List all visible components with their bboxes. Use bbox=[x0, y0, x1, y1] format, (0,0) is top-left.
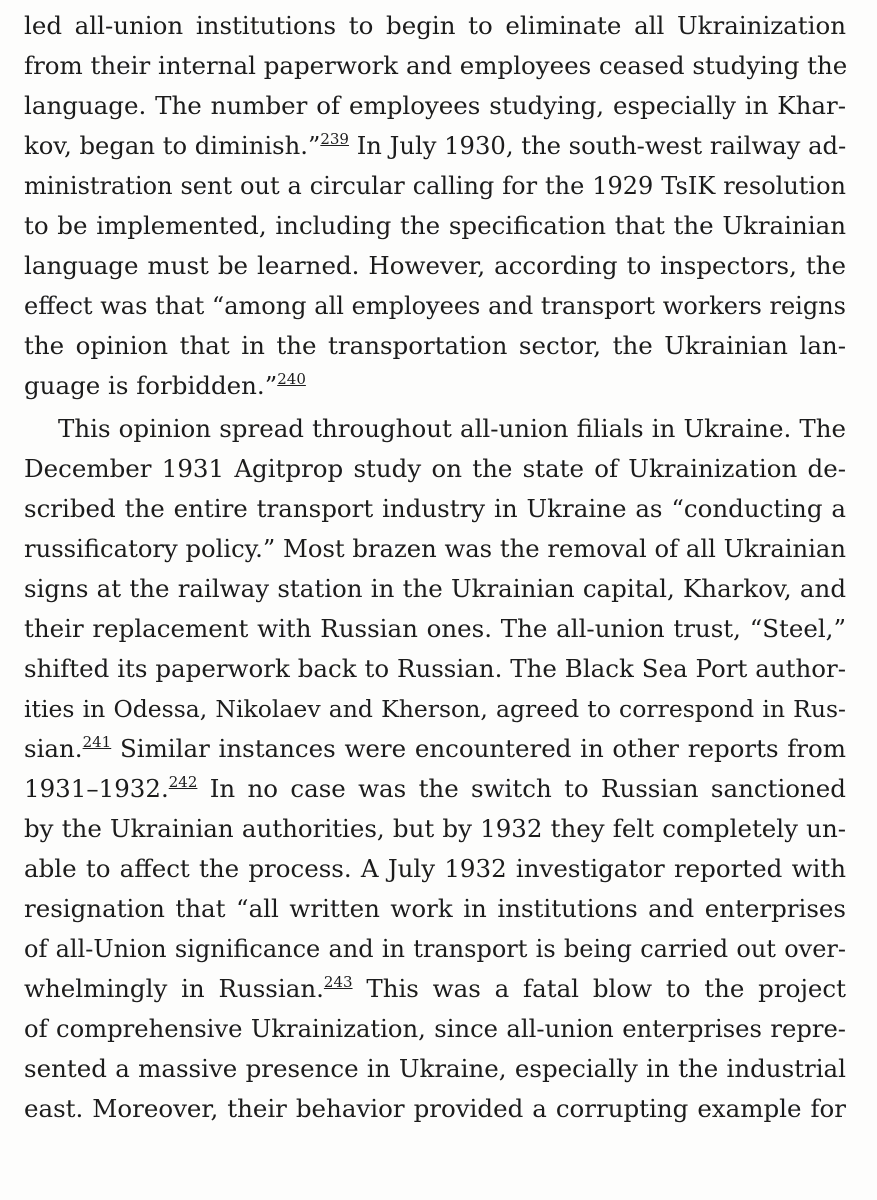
footnote-ref-241[interactable]: 241 bbox=[82, 733, 112, 751]
text-line: whelmingly in Russian.$^{243}$ This was a fatal blow to the project bbox=[24, 973, 846, 1003]
text-line: sented a massive presence in Ukraine, especially in the industrial bbox=[24, 1054, 846, 1083]
text-line: able to affect the process. A July 1932 investigator reported with bbox=[24, 854, 846, 883]
footnote-ref-243[interactable]: 243 bbox=[323, 973, 353, 991]
text-line: language must be learned. However, according to inspectors, the bbox=[24, 251, 846, 280]
footnote-ref-240[interactable]: 240 bbox=[277, 370, 306, 388]
footnote-ref-242[interactable]: 242 bbox=[168, 773, 198, 791]
text-line: sian.$^{241}$ Similar instances were encountered in other reports from bbox=[24, 733, 846, 763]
text-line: This opinion spread throughout all-union filials in Ukraine. The bbox=[58, 414, 846, 443]
text-line: of all-Union significance and in transport is being carried out over- bbox=[24, 935, 846, 963]
text-line: east. Moreover, their behavior provided a corrupting example for bbox=[24, 1094, 846, 1123]
text-line: scribed the entire transport industry in Ukraine as “conducting a bbox=[24, 494, 846, 523]
text-line: kov, began to diminish.”$^{239}$ In July 1930, the south-west railway ad- bbox=[24, 130, 847, 160]
text-line: russificatory policy.” Most brazen was the removal of all Ukrainian bbox=[24, 534, 846, 563]
text-line: to be implemented, including the specification that the Ukrainian bbox=[24, 211, 846, 240]
footnote-ref-239[interactable]: 239 bbox=[320, 130, 349, 148]
text-line: ities in Odessa, Nikolaev and Kherson, agreed to correspond in Rus- bbox=[24, 695, 846, 723]
text-line: by the Ukrainian authorities, but by 1932 they felt completely un- bbox=[24, 814, 846, 843]
text-line: 1931–1932.$^{242}$ In no case was the switch to Russian sanctioned bbox=[24, 773, 846, 803]
text-line: their replacement with Russian ones. The all-union trust, “Steel,” bbox=[24, 614, 846, 643]
text-line: shifted its paperwork back to Russian. The Black Sea Port author- bbox=[24, 654, 846, 683]
text-line: signs at the railway station in the Ukrainian capital, Kharkov, and bbox=[24, 574, 846, 603]
text-line: guage is forbidden.”$^{240}$ bbox=[24, 370, 306, 400]
text-line: December 1931 Agitprop study on the state of Ukrainization de- bbox=[24, 454, 846, 483]
text-line: led all-union institutions to begin to eliminate all Ukrainization bbox=[24, 11, 846, 40]
text-line: resignation that “all written work in institutions and enterprises bbox=[24, 894, 846, 923]
text-line: from their internal paperwork and employees ceased studying the bbox=[24, 51, 848, 80]
text-line: language. The number of employees studying, especially in Khar- bbox=[24, 91, 846, 120]
text-line: the opinion that in the transportation sector, the Ukrainian lan- bbox=[24, 331, 846, 360]
text-line: ministration sent out a circular calling for the 1929 TsIK resolution bbox=[24, 172, 846, 200]
text-line: effect was that “among all employees and transport workers reigns bbox=[24, 292, 846, 320]
text-line: of comprehensive Ukrainization, since all-union enterprises repre- bbox=[24, 1014, 846, 1043]
